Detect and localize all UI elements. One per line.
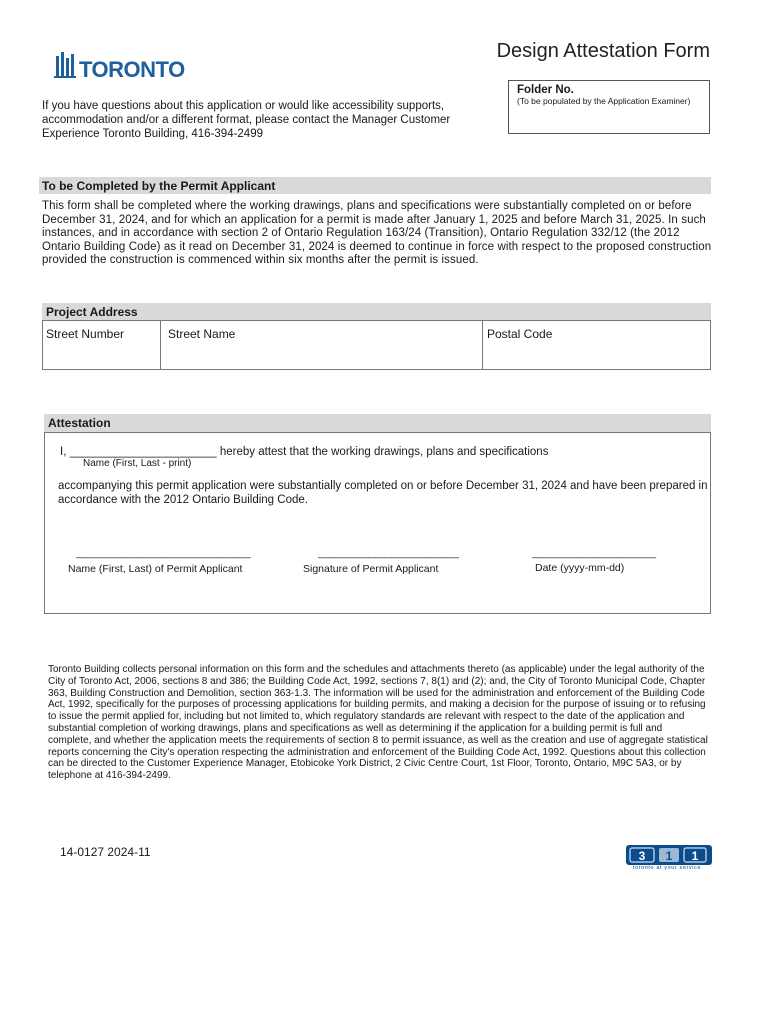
permit-applicant-heading: To be Completed by the Permit Applicant	[39, 177, 711, 194]
privacy-notice: Toronto Building collects personal information on this form and the schedules and attachments thereto (as applicable) under the legal authority of the City of Toronto Act, 2006, sections 8 and 386; the Building Code Act, 1992, sections 7, 8(1) and (2); and, the City of Toronto Municipal Code, Chapter 363, Building Construction and Demolition, section 363-1.3. The information will be used for the administration and enforcement of the Building Code Act, 1992, specifically for the purposes of processing applications for building permits, and making a decision for the purpose of issuing or to refusing to issue the permit applied for, including but not limited to, which regulatory standards are relevant with respect to the date of the application and substantial completion of working drawings, plans and specifications as well as determining if the application for a building permit is full and complete, and whether the application meets the requirements of section 8 to permit issuance, as well as the creation and use of aggregate statistical reports concerning the City's operation respecting the administration and enforcement of the Building Code Act, 1992. Questions about this collection can be directed to the Customer Experience Manager, Etobicoke York District, 2 Civic Centre Court, 1st Floor, Toronto, Ontario, M9C 5A3, or by telephone at 416-394-2499.	[48, 664, 708, 782]
311-tagline: toronto at your service	[632, 865, 702, 871]
street-name-label: Street Name	[168, 327, 236, 341]
date-line[interactable]: ______________________	[532, 547, 656, 559]
postal-code-label: Postal Code	[487, 327, 553, 341]
project-address-table	[42, 320, 711, 370]
applicant-name-label: Name (First, Last) of Permit Applicant	[68, 563, 243, 575]
311-logo	[616, 844, 714, 876]
form-number: 14-0127 2024-11	[60, 845, 151, 859]
signature-line[interactable]: _________________________	[318, 547, 459, 559]
logo-wordmark: TORONTO	[79, 57, 185, 82]
street-number-field[interactable]	[43, 321, 161, 369]
attestation-heading: Attestation	[44, 414, 711, 432]
311-digit: 1	[691, 849, 699, 863]
form-title: Design Attestation Form	[496, 40, 710, 62]
applicant-name-line[interactable]: _______________________________	[76, 547, 251, 559]
folder-number-note: (To be populated by the Application Examiner)	[517, 96, 691, 106]
311-digit: 1	[665, 849, 673, 863]
toronto-logo	[54, 48, 185, 82]
street-name-field[interactable]	[161, 321, 483, 369]
folder-number-box[interactable]	[508, 80, 710, 134]
date-label: Date (yyyy-mm-dd)	[535, 562, 625, 574]
311-digit: 3	[638, 849, 646, 863]
signature-label: Signature of Permit Applicant	[303, 563, 439, 575]
intro-paragraph: This form shall be completed where the working drawings, plans and specifications were substantially completed on or before December 31, 2024, and for which an application for a permit is made after January 1, 2025 and before March 31, 2025. In such instances, and in accordance with section 2 of Ontario Regulation 163/24 (Transition), Ontario Regulation 332/12 (the 2012 Ontario Building Code) as it read on December 31, 2024 is deemed to continue in force with respect to the proposed construction provided the construction is commenced within six months after the permit is issued.	[42, 200, 712, 267]
attestation-statement[interactable]: I, _______________________ hereby attest that the working drawings, plans and specifications	[60, 446, 549, 458]
street-number-label: Street Number	[46, 327, 125, 341]
attestation-continuation: accompanying this permit application were substantially completed on or before December 31, 2024 and have been prepared in accordance with the 2012 Ontario Building Code.	[58, 480, 708, 506]
name-print-hint: Name (First, Last - print)	[83, 458, 192, 469]
postal-code-field[interactable]	[483, 321, 710, 369]
contact-info: If you have questions about this application or would like accessibility supports, accommodation and/or a different format, please contact the Manager Customer Experience Toronto Building, 416-394-2499	[42, 100, 451, 140]
folder-number-label: Folder No.	[517, 84, 574, 96]
project-address-heading: Project Address	[42, 303, 711, 321]
